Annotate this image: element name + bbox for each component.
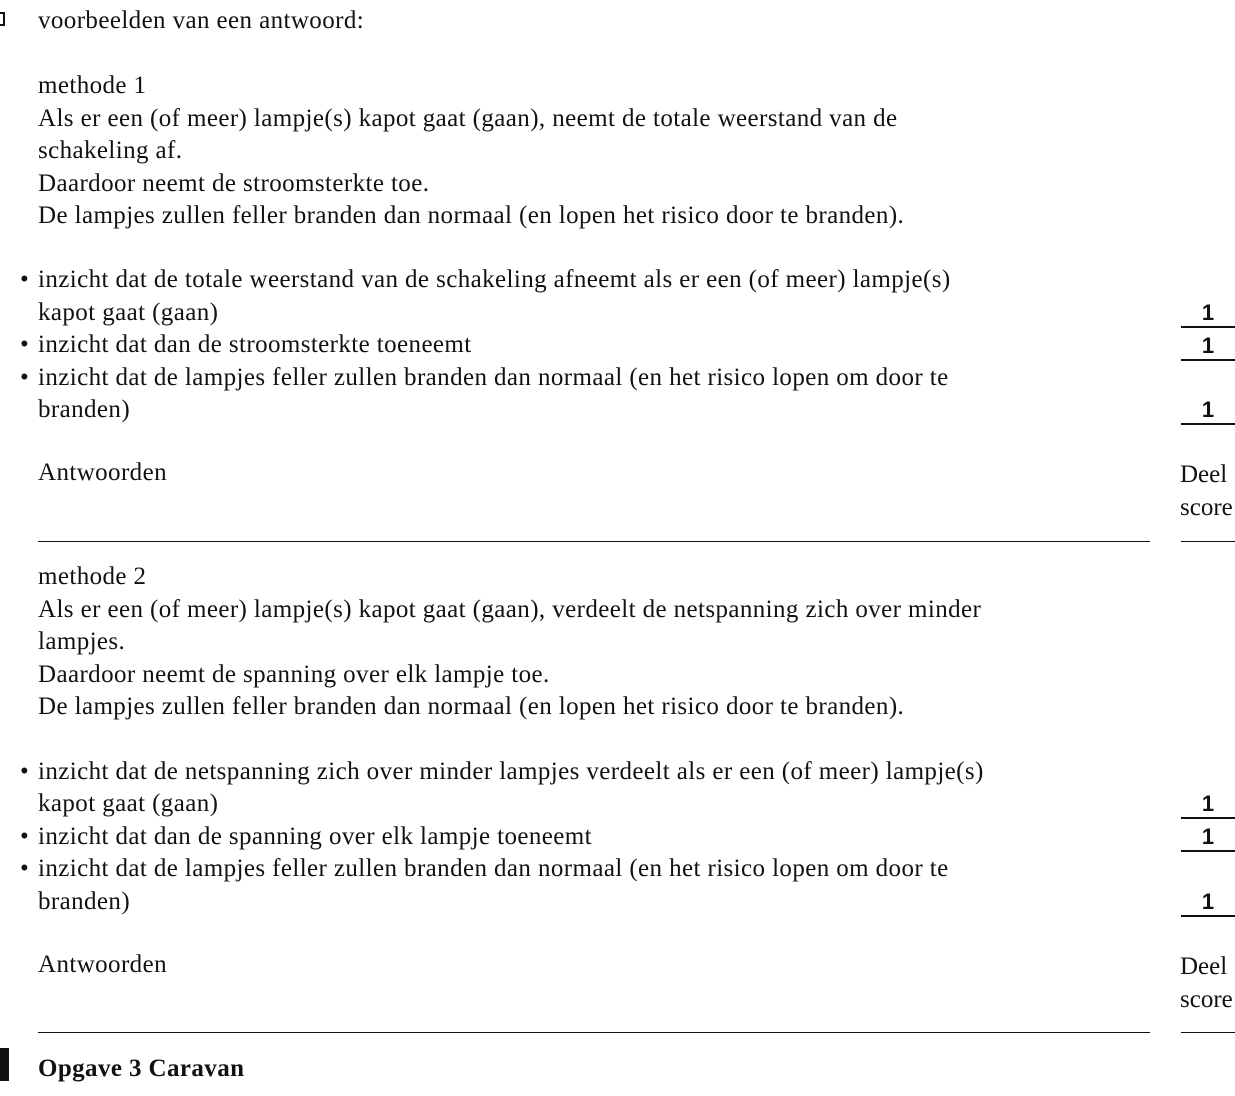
method-2-criterion-2-line: inzicht dat dan de spanning over elk lampje toeneemt [38,823,592,850]
method-1-explanation-line: schakeling af. [38,137,183,164]
method-2-criterion-1-line: inzicht dat de netspanning zich over minder lampjes verdeelt als er een (of meer) lampje(s) [38,758,984,785]
method-2-score-label: score [1180,986,1233,1013]
method-1-criterion-2-score: 1 [1181,333,1235,361]
bullet-icon: • [20,758,29,785]
method-1-answers-label: Antwoorden [38,459,167,486]
method-2-explanation-line: De lampjes zullen feller branden dan normaal (en lopen het risico door te branden). [38,693,905,720]
method-2-explanation-line: Daardoor neemt de spanning over elk lampje toe. [38,661,550,688]
method-2-criterion-3-line: branden) [38,888,131,915]
method-2-title: methode 2 [38,563,147,590]
method-2-criterion-2-score: 1 [1181,824,1235,852]
method-1-score-label: score [1180,494,1233,521]
method-2-criterion-3-score: 1 [1181,889,1235,917]
section-marker-icon [0,1048,9,1081]
method-2-score-rule [1181,1032,1235,1033]
method-1-criterion-3-line: inzicht dat de lampjes feller zullen branden dan normaal (en het risico lopen om door te [38,364,949,391]
method-1-explanation-line: Daardoor neemt de stroomsterkte toe. [38,170,430,197]
method-1-title: methode 1 [38,72,147,99]
method-1-criterion-1-line: inzicht dat de totale weerstand van de schakeling afneemt als er een (of meer) lampje(s) [38,266,951,293]
method-2-explanation-line: Als er een (of meer) lampje(s) kapot gaat (gaan), verdeelt de netspanning zich over minder [38,596,982,623]
section-heading: Opgave 3 Caravan [38,1055,245,1082]
method-2-explanation-line: lampjes. [38,628,126,655]
method-1-criterion-3-score: 1 [1181,397,1235,425]
method-2-criterion-1-score: 1 [1181,791,1235,819]
method-2-answers-label: Antwoorden [38,951,167,978]
method-1-deel-label: Deel [1180,461,1228,488]
method-1-answers-rule [38,541,1150,542]
method-1-criterion-1-score: 1 [1181,300,1235,328]
method-2-deel-label: Deel [1180,953,1228,980]
method-1-explanation-line: De lampjes zullen feller branden dan normaal (en lopen het risico door te branden). [38,202,905,229]
bullet-icon: • [20,823,29,850]
bullet-icon: • [20,855,29,882]
bullet-icon: • [20,364,29,391]
bullet-icon: • [20,331,29,358]
method-1-explanation-line: Als er een (of meer) lampje(s) kapot gaat (gaan), neemt de totale weerstand van de [38,105,898,132]
method-1-criterion-3-line: branden) [38,396,131,423]
method-2-answers-rule [38,1032,1150,1033]
method-1-score-rule [1181,541,1235,542]
method-1-criterion-2-line: inzicht dat dan de stroomsterkte toeneemt [38,331,472,358]
method-2-criterion-3-line: inzicht dat de lampjes feller zullen branden dan normaal (en het risico lopen om door te [38,855,949,882]
method-2-criterion-1-line: kapot gaat (gaan) [38,790,219,817]
intro-text: voorbeelden van een antwoord: [38,7,365,34]
question-marker-icon [0,12,5,26]
bullet-icon: • [20,266,29,293]
method-1-criterion-1-line: kapot gaat (gaan) [38,299,219,326]
